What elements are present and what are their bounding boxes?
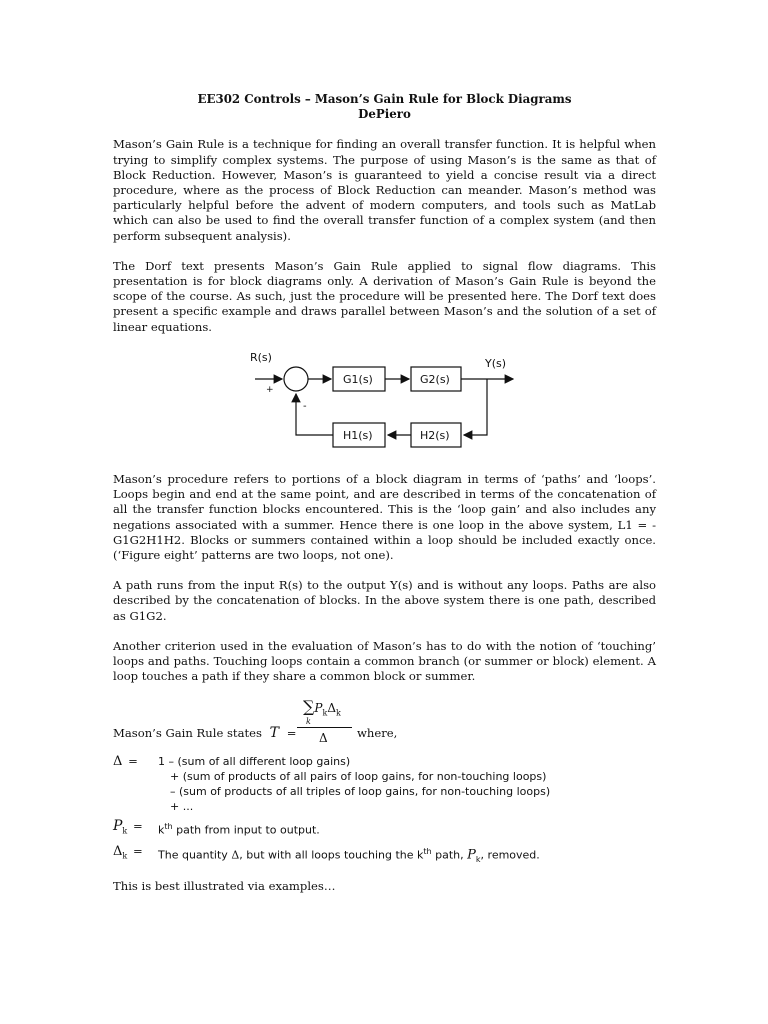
rule-fraction (297, 697, 357, 753)
deltak-text-b: , but with all loops touching the k (239, 848, 424, 862)
deltak-equals: = (132, 844, 143, 858)
delta-line-4: + ... (170, 800, 194, 813)
deltak-text-d: , removed. (480, 848, 540, 862)
deltak-text-a: The quantity (158, 848, 228, 862)
pk-sub: k (122, 826, 128, 836)
plus-sign: + (266, 385, 274, 395)
feedback-to-summer (296, 394, 333, 435)
feedback-down (464, 379, 487, 435)
deltak-th: th (423, 847, 432, 856)
rule-statement (113, 726, 296, 741)
rule-equals: = (286, 726, 297, 740)
document-body (113, 92, 656, 335)
fraction-bar (297, 727, 352, 728)
delta-equals: = (128, 754, 138, 768)
pk-th: th (164, 822, 173, 831)
pk-symbol: P (113, 818, 123, 834)
rule-intro: Mason’s Gain Rule states (113, 726, 262, 740)
rule-Delta-sub: k (336, 708, 341, 718)
rule-T: T (269, 725, 280, 741)
deltak-P: P (467, 847, 476, 863)
rule-P: P (314, 701, 323, 715)
block-diagram (245, 348, 525, 458)
summing-junction (284, 367, 308, 391)
pk-definition (113, 819, 143, 838)
deltak-text-c: path, (435, 848, 464, 862)
rule-where: where, (357, 726, 398, 740)
rule-P-sub: k (322, 708, 328, 718)
block-h2-label: H2(s) (420, 429, 450, 442)
delta-definition (113, 754, 138, 769)
paragraph-loops: Mason’s procedure refers to portions of a block diagram in terms of ‘paths’ and ‘loops’. Loops begin and end at the same point, and are described in terms of the concatenation of all the transfer function blocks encountered. This is the ‘loop gain’ and also includes any negations associated with a summer. Hence there is one loop in the above system, L1 = -G1G2H1H2. Blocks or summers contained within a loop should be included exactly once. (‘Figure eight’ patterns are two loops, not one). (113, 472, 656, 563)
document-title: EE302 Controls – Mason’s Gain Rule for Block Diagrams (197, 92, 572, 106)
deltak-symbol: Δ (113, 844, 123, 859)
minus-sign: - (303, 401, 307, 412)
delta-line-2: + (sum of products of all pairs of loop gains, for non-touching loops) (170, 770, 547, 783)
paragraph-dorf: The Dorf text presents Mason’s Gain Rule applied to signal flow diagrams. This presentation is for block diagrams only. A derivation of Mason’s Gain Rule is beyond the scope of the course. As such, just the procedure will be presented here. The Dorf text does present a specific example and draws parallel between Mason’s and the solution of a set of linear equations. (113, 258, 656, 334)
sum-index: k (306, 717, 311, 726)
rule-Delta: Δ (327, 701, 337, 715)
delta-line-1: 1 – (sum of all different loop gains) (158, 755, 351, 768)
deltak-delta: Δ (231, 848, 240, 862)
closing-line: This is best illustrated via examples… (113, 879, 336, 893)
paragraph-intro: Mason’s Gain Rule is a technique for finding an overall transfer function. It is helpful when trying to simplify complex systems. The purpose of using Mason’s is the same as that of Block Reduction. However, Mason’s is guaranteed to yield a concise result via a direct procedure, where as the process of Block Reduction can meander. Mason’s method was particularly helpful before the advent of modern computers, and tools such as MatLab which can also be used to find the overall transfer function of a complex system (and then perform subsequent analysis). (113, 137, 656, 243)
block-g1-label: G1(s) (343, 373, 373, 386)
document-author: DePiero (358, 107, 411, 122)
pk-description: path from input to output. (176, 823, 320, 837)
rule-denominator: Δ (319, 731, 328, 745)
rule-numerator (303, 697, 341, 717)
input-label: R(s) (250, 351, 272, 364)
block-g2-label: G2(s) (420, 373, 450, 386)
deltak-text (158, 844, 540, 867)
document-body-2 (113, 472, 656, 684)
pk-equals: = (132, 819, 143, 833)
deltak-P-sub: k (475, 854, 481, 864)
sum-icon: ∑ (303, 697, 315, 716)
pk-text (158, 819, 320, 838)
deltak-definition (113, 844, 143, 863)
deltak-sub: k (122, 851, 128, 861)
delta-symbol: Δ (113, 754, 123, 769)
paragraph-touching: Another criterion used in the evaluation of Mason’s has to do with the notion of ‘touching’ loops and paths. Touching loops contain a common branch (or summer or block) element. A loop touches a path if they share a common block or summer. (113, 638, 656, 684)
block-h1-label: H1(s) (343, 429, 373, 442)
output-label: Y(s) (485, 357, 507, 370)
delta-line-3: – (sum of products of all triples of loop gains, for non-touching loops) (170, 785, 551, 798)
paragraph-paths: A path runs from the input R(s) to the output Y(s) and is without any loops. Paths are also described by the concatenation of blocks. In the above system there is one path, described as G1G2. (113, 578, 656, 623)
pk-k: k (158, 823, 165, 837)
